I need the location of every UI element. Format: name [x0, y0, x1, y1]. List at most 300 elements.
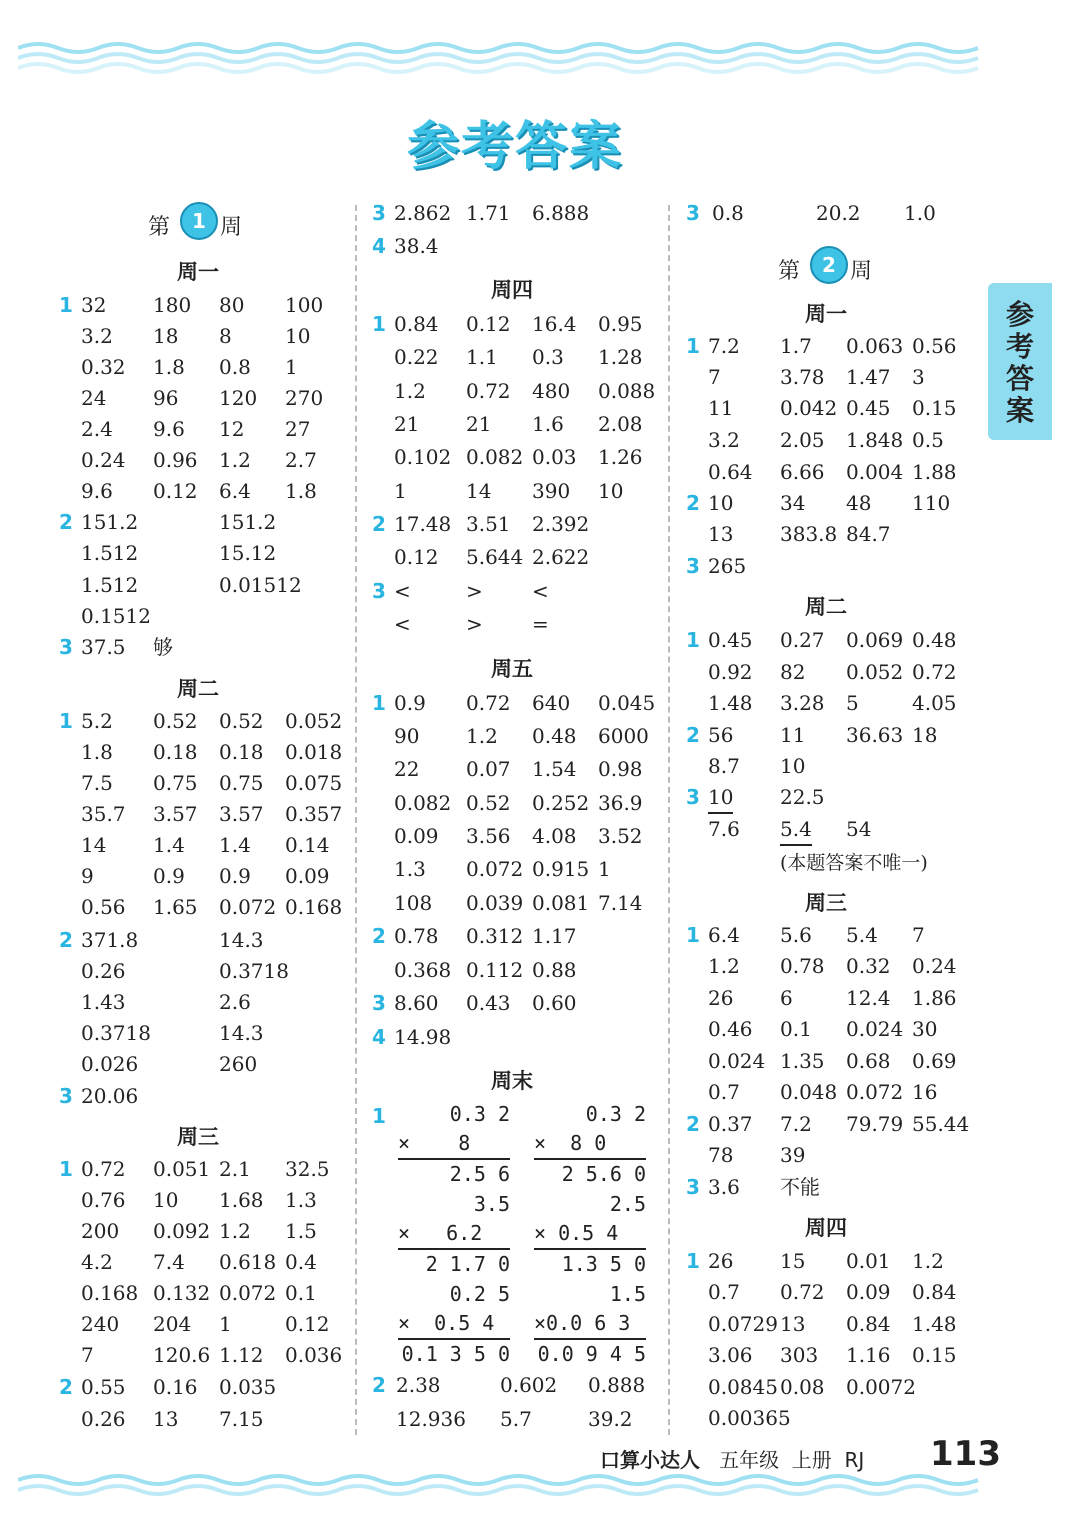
answer-cell: 1.54: [532, 757, 577, 781]
answer-cell: 0.48: [532, 724, 577, 748]
answer-cell: 0.075: [285, 771, 343, 795]
answer-cell: 6.66: [780, 460, 825, 484]
answer-cell: 0.069: [846, 628, 904, 652]
answer-cell: 0.15: [912, 1343, 957, 1367]
answer-cell: 1: [219, 1312, 232, 1336]
question-number: 3: [372, 991, 386, 1015]
answer-cell: 0.18: [219, 740, 264, 764]
answer-cell: 0.56: [912, 334, 957, 358]
answer-cell: 0.72: [912, 660, 957, 684]
answer-cell: 1.47: [846, 365, 891, 389]
answer-cell: 0.84: [394, 312, 439, 336]
question-number: 1: [686, 628, 700, 652]
answer-cell: 79.79: [846, 1112, 904, 1136]
answer-cell: 1.848: [846, 428, 904, 452]
answer-cell: 0.75: [219, 771, 264, 795]
answer-cell: 0.09: [285, 864, 330, 888]
answer-cell: 0.0845: [708, 1375, 778, 1399]
answer-cell: 0.3718: [219, 959, 289, 983]
answer-cell: 120: [219, 386, 258, 410]
answer-cell: 2.392: [532, 512, 590, 536]
bottom-wave-decoration: [18, 1470, 998, 1510]
answer-cell: 1.86: [912, 986, 957, 1010]
answer-cell: 0.0072: [846, 1375, 916, 1399]
answer-cell: 10: [598, 479, 624, 503]
answer-cell: 4.2: [81, 1250, 113, 1274]
answer-cell: 14.3: [219, 928, 264, 952]
answer-cell: 1.68: [219, 1188, 264, 1212]
answer-cell: 0.26: [81, 1407, 126, 1431]
calc-line: 0.3 2: [449, 1102, 510, 1126]
answer-cell: 3.78: [780, 365, 825, 389]
answer-cell: 3.2: [708, 428, 740, 452]
answer-cell: 9.6: [81, 479, 113, 503]
answer-cell: 0.55: [81, 1375, 126, 1399]
answer-cell: 0.168: [285, 895, 343, 919]
answer-cell: 0.76: [81, 1188, 126, 1212]
answer-cell: 1.48: [912, 1312, 957, 1336]
calc-line: 2 5.6 0: [534, 1158, 646, 1189]
answer-cell: 0.60: [532, 991, 577, 1015]
answer-cell: 1.5: [285, 1219, 317, 1243]
answer-cell: 265: [708, 554, 747, 578]
answer-cell: 6.4: [708, 923, 740, 947]
answer-cell: 82: [780, 660, 806, 684]
answer-cell: 10: [708, 782, 733, 814]
answer-cell: 0.7: [708, 1080, 740, 1104]
answer-cell: 0.72: [81, 1157, 126, 1181]
vertical-calculation: [534, 1100, 646, 1189]
question-number: 3: [59, 635, 73, 659]
answer-cell: 0.32: [81, 355, 126, 379]
answer-cell: 1: [394, 479, 407, 503]
page-number: 113: [930, 1434, 1001, 1474]
day-heading: 周三: [805, 891, 847, 915]
answer-cell: 12: [219, 417, 245, 441]
answer-cell: 0.12: [394, 545, 439, 569]
answer-cell: 0.03: [532, 445, 577, 469]
answer-cell: 0.888: [588, 1373, 646, 1397]
answer-cell: 0.12: [153, 479, 198, 503]
answer-cell: 0.43: [466, 991, 511, 1015]
answer-cell: 26: [708, 1249, 734, 1273]
answer-cell: =: [532, 612, 549, 636]
column-divider: [355, 205, 357, 1435]
answer-cell: 84.7: [846, 522, 891, 546]
answer-cell: 1.4: [153, 833, 185, 857]
answer-cell: 5.2: [81, 709, 113, 733]
question-number: 3: [372, 579, 386, 603]
footer: 口算小达人 五年级 上册 RJ: [600, 1448, 865, 1472]
day-heading: 周末: [491, 1069, 533, 1093]
answer-cell: 3.57: [153, 802, 198, 826]
answer-cell: 3.2: [81, 324, 113, 348]
question-number: 1: [59, 709, 73, 733]
answer-cell: 2.6: [219, 990, 251, 1014]
answer-cell: 22.5: [780, 785, 825, 809]
answer-cell: 0.52: [466, 791, 511, 815]
answer-note: (本题答案不唯一): [780, 852, 928, 874]
answer-cell: 0.78: [394, 924, 439, 948]
answer-cell: 0.9: [153, 864, 185, 888]
answer-cell: 55.44: [912, 1112, 970, 1136]
answer-cell: 11: [780, 723, 806, 747]
answer-cell: 1.17: [532, 924, 577, 948]
answer-cell: 1.26: [598, 445, 643, 469]
answer-cell: 1.8: [81, 740, 113, 764]
answer-cell: 0.5: [912, 428, 944, 452]
calc-line: 0.1 3 5 0: [398, 1338, 510, 1369]
answer-cell: 21: [394, 412, 420, 436]
answer-cell: 0.14: [285, 833, 330, 857]
calc-line: ×0.0 6 3: [534, 1311, 631, 1335]
answer-cell: 7.15: [219, 1407, 264, 1431]
question-number: 4: [372, 234, 386, 258]
answer-cell: 10: [708, 491, 734, 515]
calc-line: × 8 0: [534, 1131, 607, 1155]
answer-cell: 7: [912, 923, 925, 947]
answer-cell: 0.64: [708, 460, 753, 484]
answer-cell: 204: [153, 1312, 192, 1336]
answer-cell: 0.07: [466, 757, 511, 781]
answer-cell: 0.9: [219, 864, 251, 888]
answer-cell: 10: [285, 324, 311, 348]
answer-cell: 0.95: [598, 312, 643, 336]
vertical-calculation: [398, 1100, 510, 1189]
calc-line: 0.2 5: [449, 1282, 510, 1306]
answer-cell: 0.84: [912, 1280, 957, 1304]
answer-cell: 78: [708, 1143, 734, 1167]
question-number: 2: [372, 1373, 386, 1397]
calc-line: 0.3 2: [585, 1102, 646, 1126]
answer-cell: 0.072: [219, 895, 277, 919]
answer-cell: 4.05: [912, 691, 957, 715]
answer-cell: 3: [912, 365, 925, 389]
answer-cell: 0.4: [285, 1250, 317, 1274]
answer-cell: 0.036: [285, 1343, 343, 1367]
day-heading: 周四: [491, 278, 533, 302]
answer-cell: 8: [219, 324, 232, 348]
answer-cell: 1.7: [780, 334, 812, 358]
answer-cell: 110: [912, 491, 951, 515]
answer-cell: 1.35: [780, 1049, 825, 1073]
answer-cell: 0.56: [81, 895, 126, 919]
answer-cell: 0.0729: [708, 1312, 778, 1336]
question-number: 1: [686, 334, 700, 358]
answer-cell: 1.65: [153, 895, 198, 919]
answer-cell: 16.4: [532, 312, 577, 336]
answer-cell: 383.8: [780, 522, 838, 546]
answer-cell: 2.862: [394, 201, 452, 225]
answer-cell: 1: [285, 355, 298, 379]
answer-cell: 7.4: [153, 1250, 185, 1274]
question-number: 2: [59, 928, 73, 952]
week-number-badge: 2: [810, 246, 848, 284]
answer-cell: 151.2: [219, 510, 277, 534]
answer-cell: 0.96: [153, 448, 198, 472]
day-heading: 周二: [177, 677, 219, 701]
answer-cell: 7: [81, 1343, 94, 1367]
week-heading: 第 1 周: [148, 202, 268, 246]
answer-cell: 5.4: [846, 923, 878, 947]
answer-cell: 2.38: [396, 1373, 441, 1397]
answer-cell: 5.6: [780, 923, 812, 947]
answer-cell: 2.05: [780, 428, 825, 452]
answer-cell: 8.60: [394, 991, 439, 1015]
answer-cell: 3.52: [598, 824, 643, 848]
answer-cell: 0.08: [780, 1375, 825, 1399]
calc-line: 1.5: [609, 1282, 646, 1306]
answer-cell: 38.4: [394, 234, 439, 258]
answer-cell: 21: [466, 412, 492, 436]
answer-cell: 0.98: [598, 757, 643, 781]
answer-cell: 7.2: [780, 1112, 812, 1136]
answer-cell: 13: [780, 1312, 806, 1336]
question-number: 4: [372, 1025, 386, 1049]
answer-cell: 200: [81, 1219, 120, 1243]
answer-cell: 1.71: [466, 201, 511, 225]
answer-cell: 0.024: [846, 1017, 904, 1041]
answer-cell: 35.7: [81, 802, 126, 826]
answer-cell: 10: [780, 754, 806, 778]
answer-cell: 32: [81, 293, 107, 317]
question-number: 2: [686, 723, 700, 747]
answer-cell: 3.06: [708, 1343, 753, 1367]
answer-cell: 11: [708, 396, 734, 420]
answer-cell: 0.48: [912, 628, 957, 652]
answer-cell: 5.644: [466, 545, 524, 569]
answer-cell: 270: [285, 386, 324, 410]
answer-cell: 0.01512: [219, 573, 302, 597]
answer-cell: 13: [708, 522, 734, 546]
question-number: 1: [372, 691, 386, 715]
answer-cell: 30: [912, 1017, 938, 1041]
answer-cell: 0.072: [219, 1281, 277, 1305]
answer-cell: 0.602: [500, 1373, 558, 1397]
answer-cell: 39.2: [588, 1407, 633, 1431]
answer-cell: 5.4: [780, 814, 812, 846]
answer-cell: 3.6: [708, 1175, 740, 1199]
calc-line: 0.0 9 4 5: [534, 1338, 646, 1369]
answer-cell: 1.512: [81, 573, 139, 597]
answer-cell: 1.12: [219, 1343, 264, 1367]
answer-cell: 1.2: [466, 724, 498, 748]
answer-cell: 5: [846, 691, 859, 715]
answer-cell: 10: [153, 1188, 179, 1212]
answer-cell: >: [466, 612, 483, 636]
answer-cell: 303: [780, 1343, 819, 1367]
answer-cell: <: [532, 579, 549, 603]
top-wave-decoration: [18, 38, 998, 78]
question-number: 2: [59, 1375, 73, 1399]
answer-cell: 0.045: [598, 691, 656, 715]
answer-cell: 20.2: [816, 201, 861, 225]
answer-cell: 1.2: [912, 1249, 944, 1273]
answer-cell: 390: [532, 479, 571, 503]
answer-cell: 0.3718: [81, 1021, 151, 1045]
answer-cell: 36.9: [598, 791, 643, 815]
answer-cell: 2.7: [285, 448, 317, 472]
question-number: 1: [59, 293, 73, 317]
answer-cell: 0.24: [81, 448, 126, 472]
answer-cell: 1.6: [532, 412, 564, 436]
answer-cell: 1.4: [219, 833, 251, 857]
answer-cell: 0.27: [780, 628, 825, 652]
calc-line: 2.5 6: [398, 1158, 510, 1189]
answer-cell: 14: [466, 479, 492, 503]
answer-cell: 36.63: [846, 723, 904, 747]
calc-line: × 6.2: [398, 1221, 483, 1245]
answer-cell: 0.082: [466, 445, 524, 469]
answer-cell: 7.5: [81, 771, 113, 795]
answer-cell: 0.035: [219, 1375, 277, 1399]
answer-cell: 0.026: [81, 1052, 139, 1076]
answer-cell: 0.52: [153, 709, 198, 733]
calc-line: × 0.5 4: [398, 1311, 495, 1335]
answer-cell: 17.48: [394, 512, 452, 536]
vertical-calculation: [534, 1280, 646, 1369]
answer-cell: 7.2: [708, 334, 740, 358]
answer-cell: 0.88: [532, 958, 577, 982]
answer-cell: 1.3: [285, 1188, 317, 1212]
answer-cell: 0.024: [708, 1049, 766, 1073]
answer-cell: 0.915: [532, 857, 590, 881]
answer-cell: 2.622: [532, 545, 590, 569]
answer-cell: 0.18: [153, 740, 198, 764]
answer-cell: 6.4: [219, 479, 251, 503]
answer-cell: 1.48: [708, 691, 753, 715]
answer-cell: 0.8: [219, 355, 251, 379]
answer-cell: 2.4: [81, 417, 113, 441]
answer-cell: 0.46: [708, 1017, 753, 1041]
question-number: 1: [372, 312, 386, 336]
answer-cell: 0.26: [81, 959, 126, 983]
answer-cell: 240: [81, 1312, 120, 1336]
answer-cell: 0.16: [153, 1375, 198, 1399]
answer-cell: 0.92: [708, 660, 753, 684]
answer-cell: <: [394, 612, 411, 636]
question-number: 2: [372, 924, 386, 948]
answer-cell: 0.048: [780, 1080, 838, 1104]
answer-cell: 12.4: [846, 986, 891, 1010]
answer-cell: 0.132: [153, 1281, 211, 1305]
answer-cell: 0.042: [780, 396, 838, 420]
answer-cell: 6: [780, 986, 793, 1010]
answer-cell: 7.6: [708, 817, 740, 841]
answer-cell: 3.51: [466, 512, 511, 536]
answer-cell: 0.072: [846, 1080, 904, 1104]
day-heading: 周三: [177, 1125, 219, 1149]
answer-cell: 1: [598, 857, 611, 881]
answer-cell: 3.57: [219, 802, 264, 826]
answer-cell: 37.5: [81, 635, 126, 659]
answer-cell: 27: [285, 417, 311, 441]
answer-cell: 1.8: [285, 479, 317, 503]
answer-cell: 80: [219, 293, 245, 317]
answer-cell: 0.052: [846, 660, 904, 684]
answer-cell: 1.16: [846, 1343, 891, 1367]
vertical-calculation: [398, 1190, 510, 1279]
answer-cell: 15: [780, 1249, 806, 1273]
answer-cell: 0.112: [466, 958, 524, 982]
calc-line: × 0.5 4: [534, 1221, 619, 1245]
question-number: 3: [686, 554, 700, 578]
answer-cell: 2.1: [219, 1157, 251, 1181]
week-number-badge: 1: [180, 202, 218, 240]
question-number: 3: [372, 201, 386, 225]
answer-cell: 7: [708, 365, 721, 389]
answer-cell: 0.45: [708, 628, 753, 652]
answer-cell: 2.08: [598, 412, 643, 436]
answer-cell: 0.063: [846, 334, 904, 358]
answer-cell: 18: [153, 324, 179, 348]
answer-cell: 0.72: [466, 691, 511, 715]
answer-cell: 371.8: [81, 928, 139, 952]
answer-cell: 1.0: [904, 201, 936, 225]
question-number: 2: [686, 491, 700, 515]
answer-cell: 22: [394, 757, 420, 781]
answer-cell: 32.5: [285, 1157, 330, 1181]
question-number: 1: [372, 1104, 386, 1128]
answer-cell: 0.12: [466, 312, 511, 336]
answer-cell: 0.357: [285, 802, 343, 826]
answer-cell: 56: [708, 723, 734, 747]
answer-cell: 151.2: [81, 510, 139, 534]
day-heading: 周一: [177, 260, 219, 284]
answer-cell: 16: [912, 1080, 938, 1104]
answer-cell: 0.3: [532, 345, 564, 369]
answer-cell: 54: [846, 817, 872, 841]
answer-cell: 0.252: [532, 791, 590, 815]
column-divider: [668, 205, 670, 1435]
answer-cell: 260: [219, 1052, 258, 1076]
day-heading: 周四: [805, 1216, 847, 1240]
answer-cell: 14: [81, 833, 107, 857]
question-number: 2: [59, 510, 73, 534]
answer-cell: 48: [846, 491, 872, 515]
calc-line: 2 1.7 0: [398, 1248, 510, 1279]
answer-cell: 0.7: [708, 1280, 740, 1304]
answer-cell: 1.2: [219, 448, 251, 472]
answer-cell: 0.84: [846, 1312, 891, 1336]
answer-cell: 96: [153, 386, 179, 410]
answer-cell: 1.2: [394, 379, 426, 403]
week-heading: 第 2 周: [778, 246, 898, 290]
answer-cell: 7.14: [598, 891, 643, 915]
question-number: 2: [372, 512, 386, 536]
answer-cell: 8.7: [708, 754, 740, 778]
answer-cell: 0.018: [285, 740, 343, 764]
answer-cell: >: [466, 579, 483, 603]
calc-line: 3.5: [473, 1192, 510, 1216]
answer-cell: 0.168: [81, 1281, 139, 1305]
answer-cell: 0.01: [846, 1249, 891, 1273]
question-number: 1: [686, 1249, 700, 1273]
question-number: 3: [59, 1084, 73, 1108]
answer-cell: 9: [81, 864, 94, 888]
day-heading: 周一: [805, 302, 847, 326]
question-number: 3: [686, 201, 700, 225]
answer-cell: 0.32: [846, 954, 891, 978]
calc-line: × 8: [398, 1131, 471, 1155]
answer-cell: 1.1: [466, 345, 498, 369]
answer-cell: 1.3: [394, 857, 426, 881]
answer-cell: 0.45: [846, 396, 891, 420]
answer-cell: 0.082: [394, 791, 452, 815]
answer-cell: 34: [780, 491, 806, 515]
answer-cell: 1.43: [81, 990, 126, 1014]
answer-cell: 14.98: [394, 1025, 452, 1049]
